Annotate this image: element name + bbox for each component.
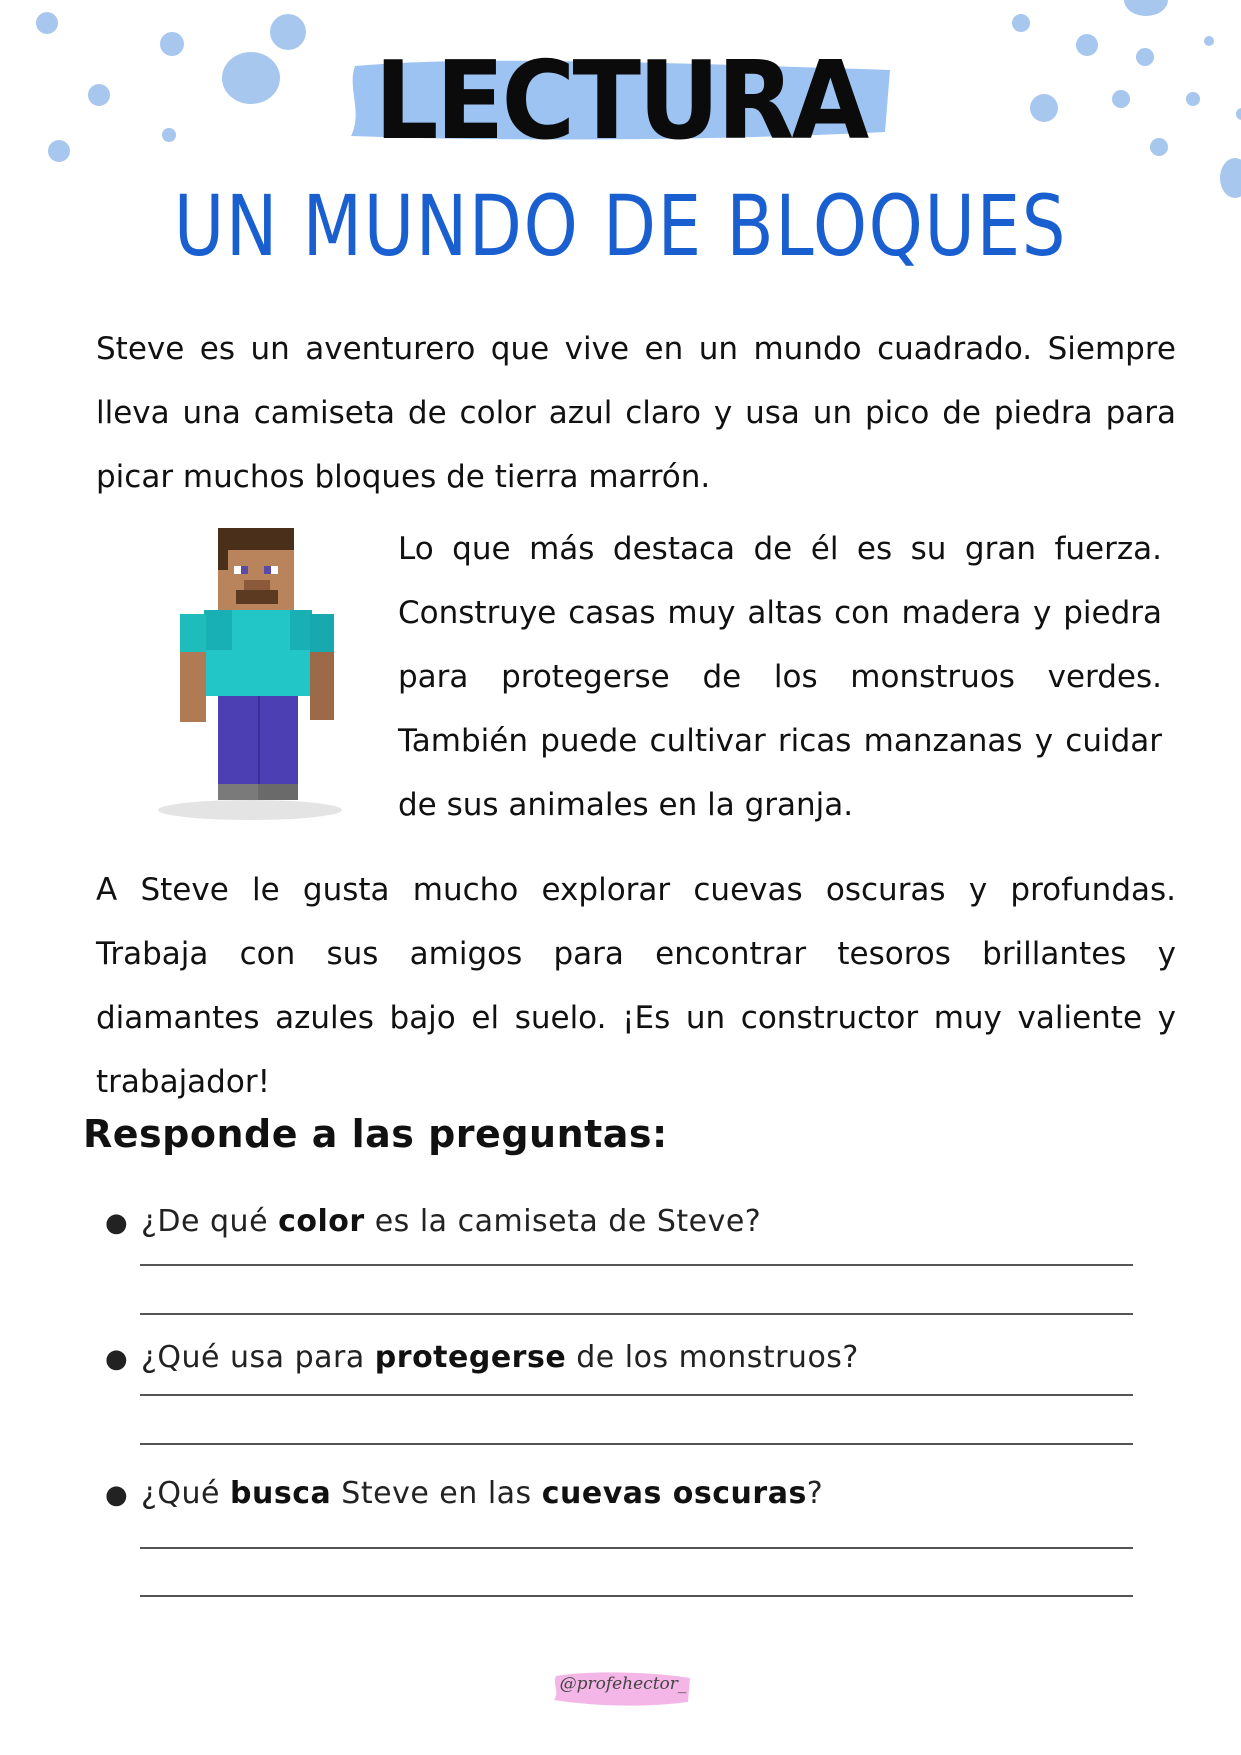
question-keyword: protegerse (374, 1340, 567, 1375)
question-text: ¿Qué usa para (141, 1340, 375, 1375)
question-keyword: cuevas oscuras (541, 1476, 807, 1511)
answer-line[interactable] (140, 1443, 1133, 1445)
question-text: ? (806, 1476, 824, 1511)
answer-line[interactable] (140, 1313, 1133, 1315)
answer-line[interactable] (140, 1547, 1133, 1549)
answer-line[interactable] (140, 1595, 1133, 1597)
author-handle: @profehector_ (559, 1674, 687, 1694)
answer-line[interactable] (140, 1394, 1133, 1396)
answer-line[interactable] (140, 1264, 1133, 1266)
reading-subtitle: UN MUNDO DE BLOQUES (173, 177, 1068, 275)
question-text: ¿De qué (141, 1204, 279, 1239)
questions-heading: Responde a las preguntas: (83, 1112, 668, 1156)
question-keyword: color (278, 1204, 365, 1239)
reading-paragraph-3: A Steve le gusta mucho explorar cuevas oscuras y profundas. Trabaja con sus amigos para encontrar tesoros brillantes y diamantes azules bajo el suelo. ¡Es un constructor muy valiente y trabajador! (96, 872, 1176, 1100)
question-3 (105, 1476, 823, 1511)
question-2 (105, 1340, 859, 1375)
reading-paragraph-1: Steve es un aventurero que vive en un mundo cuadrado. Siempre lleva una camiseta de color azul claro y usa un pico de piedra para picar muchos bloques de tierra marrón. (96, 331, 1176, 495)
question-text: Steve en las (331, 1476, 542, 1511)
bullet-icon: ● (105, 1344, 129, 1374)
steve-character-illustration (140, 522, 360, 822)
page-title: LECTURA (374, 39, 867, 164)
bullet-icon: ● (105, 1208, 129, 1238)
reading-paragraph-2: Lo que más destaca de él es su gran fuerza. Construye casas muy altas con madera y piedra para protegerse de los monstruos verdes. También puede cultivar ricas manzanas y cuidar de sus animales en la granja. (398, 531, 1162, 823)
question-text: es la camiseta de Steve? (364, 1204, 762, 1239)
question-text: de los monstruos? (566, 1340, 859, 1375)
question-text: ¿Qué (141, 1476, 231, 1511)
question-1 (105, 1204, 761, 1239)
bullet-icon: ● (105, 1480, 129, 1510)
question-keyword: busca (230, 1476, 332, 1511)
